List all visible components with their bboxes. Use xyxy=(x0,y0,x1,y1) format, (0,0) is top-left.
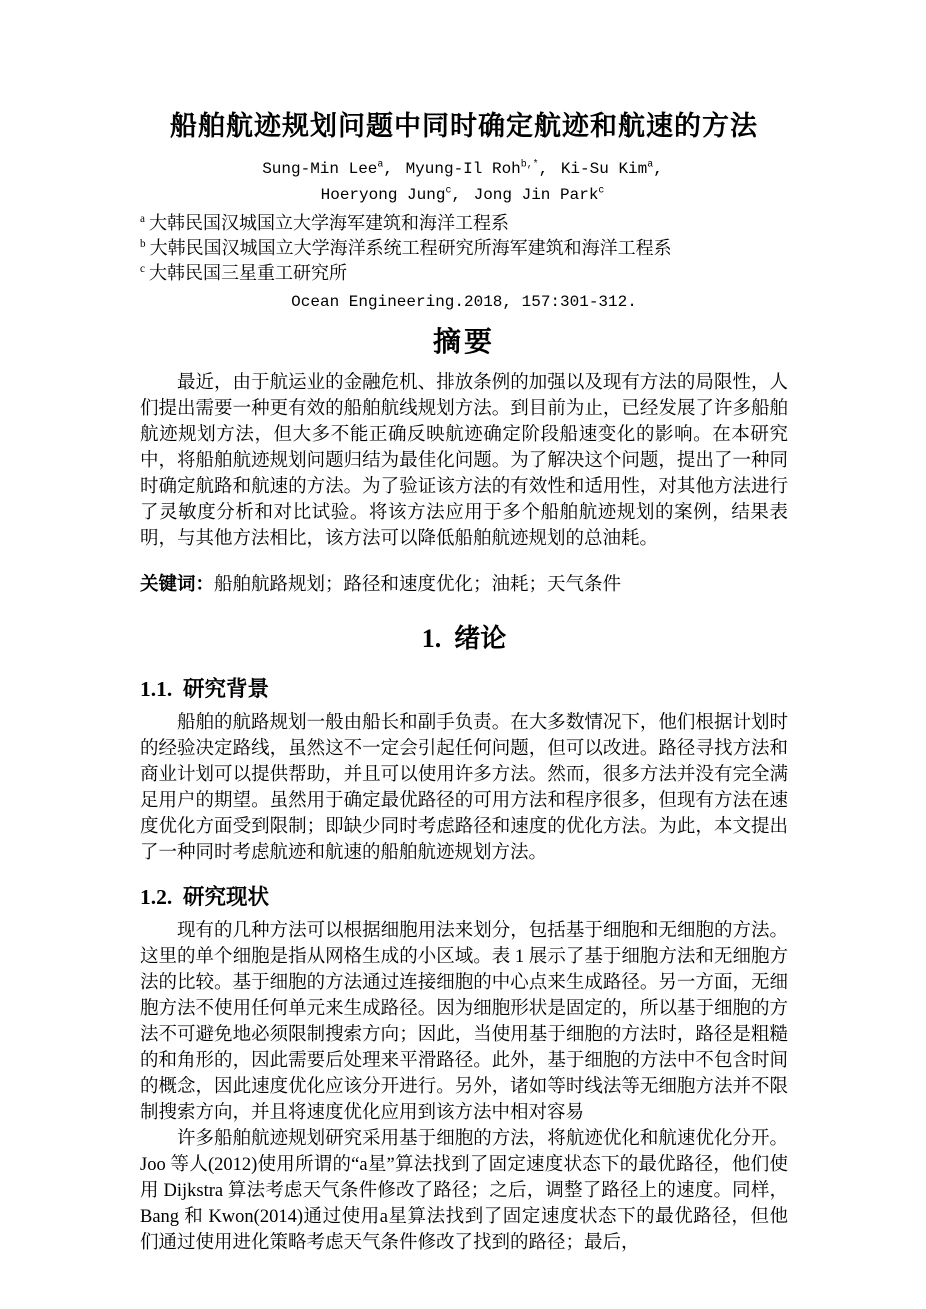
author-superscript: a xyxy=(377,158,384,170)
abstract-heading: 摘要 xyxy=(432,327,495,358)
affiliation-superscript: c xyxy=(140,263,145,275)
keywords-line xyxy=(140,572,788,598)
author xyxy=(262,160,402,178)
author-separator: , xyxy=(451,186,471,204)
journal-citation: Ocean Engineering.2018, 157:301-312. xyxy=(291,293,637,311)
author-name: Sung-Min Lee xyxy=(262,160,378,178)
affiliation-superscript: a xyxy=(140,213,145,225)
authors-line-1 xyxy=(140,156,788,182)
author-name: Jong Jin Park xyxy=(473,186,599,204)
section-1-2-paragraph-1: 现有的几种方法可以根据细胞用法来划分，包括基于细胞和无细胞的方法。这里的单个细胞是指从网格生成的小区域。表 1 展示了基于细胞方法和无细胞方法的比较。基于细胞的方法通过连接细胞的中心点来生成路径。另一方面，无细胞方法不使用任何单元来生成路径。因为细胞形状是固定的，所以基于细胞的方法不可避免地必须限制搜索方向；因此，当使用基于细胞的方法时，路径是粗糙的和角形的，因此需要后处理来平滑路径。此外，基于细胞的方法中不包含时间的概念，因此速度优化应该分开进行。另外，诸如等时线法等无细胞方法并不限制搜索方向，并且将速度优化应用到该方法中相对容易 xyxy=(140,921,788,1123)
author xyxy=(321,186,471,204)
author-name: Hoeryong Jung xyxy=(320,186,446,204)
affiliation-superscript: b xyxy=(140,238,146,250)
author-superscript: b,* xyxy=(520,158,539,170)
author-separator: , xyxy=(383,160,403,178)
section-1-1-paragraph: 船舶的航路规划一般由船长和副手负责。在大多数情况下，他们根据计划时的经验决定路线，虽然这不一定会引起任何问题，但可以改进。路径寻找方法和商业计划可以提供帮助，并且可以使用许多方法。然而，很多方法并没有完全满足用户的期望。虽然用于确定最优路径的可用方法和程序很多，但现有方法在速度优化方面受到限制；即缺少同时考虑路径和速度的优化方法。为此，本文提出了一种同时考虑航迹和航速的船舶航迹规划方法。 xyxy=(140,713,788,863)
keywords-label: 关键词： xyxy=(140,575,215,595)
section-1-2-paragraph-2: 许多船舶航迹规划研究采用基于细胞的方法，将航迹优化和航速优化分开。Joo 等人(2012)使用所谓的“a星”算法找到了固定速度状态下的最优路径，他们使用 Dijkstra 算法考虑天气条件修改了路径；之后，调整了路径上的速度。同样，Bang 和 Kwon(2014)通过使用a星算法找到了固定速度状态下的最优路径，但他们通过使用进化策略考虑天气条件修改了找到的路径；最后， xyxy=(140,1129,788,1253)
author xyxy=(406,160,558,178)
author-separator: , xyxy=(653,160,663,178)
section-1-1-heading: 1.1. 研究背景 xyxy=(140,677,270,701)
affiliations xyxy=(140,211,788,286)
author-name: Ki-Su Kim xyxy=(560,160,648,178)
affiliation-text: 大韩民国汉城国立大学海军建筑和海洋工程系 xyxy=(148,213,509,233)
author xyxy=(474,186,605,204)
affiliation-row xyxy=(140,261,788,286)
author-superscript: a xyxy=(647,158,654,170)
author-name: Myung-Il Roh xyxy=(405,160,521,178)
section-1-2-heading: 1.2. 研究现状 xyxy=(140,885,270,909)
authors-line-2 xyxy=(140,182,788,208)
affiliation-row xyxy=(140,211,788,236)
abstract-paragraph: 最近，由于航运业的金融危机、排放条例的加强以及现有方法的局限性，人们提出需要一种更有效的船舶航线规划方法。到目前为止，已经发展了许多船舶航迹规划方法，但大多不能正确反映航迹确定阶段船速变化的影响。在本研究中，将船舶航迹规划问题归结为最佳化问题。为了解决这个问题，提出了一种同时确定航路和航速的方法。为了验证该方法的有效性和适用性，对其他方法进行了灵敏度分析和对比试验。将该方法应用于多个船舶航迹规划的案例，结果表明，与其他方法相比，该方法可以降低船舶航迹规划的总油耗。 xyxy=(140,373,788,549)
paper-title: 船舶航迹规划问题中同时确定航迹和航速的方法 xyxy=(170,111,758,141)
author-separator: , xyxy=(538,160,558,178)
keywords-text: 船舶航路规划；路径和速度优化；油耗；天气条件 xyxy=(214,575,622,595)
affiliation-text: 大韩民国三星重工研究所 xyxy=(148,263,347,283)
author-superscript: c xyxy=(445,184,452,196)
affiliation-row xyxy=(140,236,788,261)
author xyxy=(561,160,663,178)
affiliation-text: 大韩民国汉城国立大学海洋系统工程研究所海军建筑和海洋工程系 xyxy=(149,238,672,258)
author-superscript: c xyxy=(598,184,605,196)
section-1-heading: 1. 绪论 xyxy=(421,624,507,653)
